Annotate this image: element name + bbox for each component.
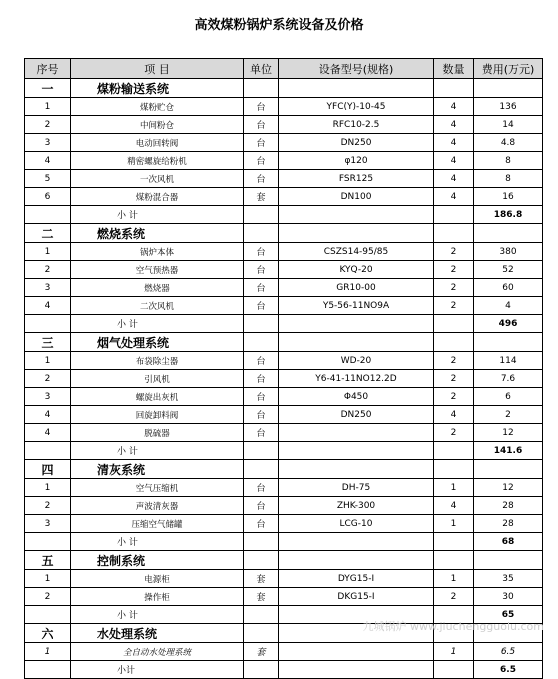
cost: 8 — [474, 170, 543, 188]
empty-cell — [244, 606, 279, 624]
row-number: 1 — [25, 98, 71, 116]
quantity: 2 — [434, 424, 474, 442]
quantity: 4 — [434, 134, 474, 152]
empty-cell — [279, 79, 434, 98]
subtotal-label: 小 计 — [71, 533, 244, 551]
item-name: 螺旋出灰机 — [71, 388, 244, 406]
empty-cell — [25, 606, 71, 624]
table-row — [25, 479, 543, 497]
unit: 台 — [244, 261, 279, 279]
model-spec: ZHK-300 — [279, 497, 434, 515]
unit: 套 — [244, 188, 279, 206]
subtotal-value: 65 — [474, 606, 543, 624]
empty-cell — [434, 79, 474, 98]
empty-cell — [474, 460, 543, 479]
quantity: 2 — [434, 243, 474, 261]
subtotal-row — [25, 206, 543, 224]
cost: 6.5 — [474, 643, 543, 661]
cost: 14 — [474, 116, 543, 134]
table-row — [25, 261, 543, 279]
section-name: 烟气处理系统 — [71, 333, 244, 352]
cost: 35 — [474, 570, 543, 588]
model-spec: LCG-10 — [279, 515, 434, 533]
item-name: 引风机 — [71, 370, 244, 388]
model-spec: DKG15-I — [279, 588, 434, 606]
quantity: 4 — [434, 406, 474, 424]
unit: 台 — [244, 352, 279, 370]
empty-cell — [244, 79, 279, 98]
empty-cell — [244, 333, 279, 352]
unit: 台 — [244, 388, 279, 406]
model-spec: CSZS14-95/85 — [279, 243, 434, 261]
subtotal-label: 小 计 — [71, 606, 244, 624]
empty-cell — [279, 315, 434, 333]
table-row — [25, 98, 543, 116]
section-name: 燃烧系统 — [71, 224, 244, 243]
item-name: 回旋卸料阀 — [71, 406, 244, 424]
model-spec: Φ450 — [279, 388, 434, 406]
row-number: 1 — [25, 243, 71, 261]
cost: 8 — [474, 152, 543, 170]
row-number: 1 — [25, 570, 71, 588]
row-number: 3 — [25, 279, 71, 297]
table-row — [25, 170, 543, 188]
empty-cell — [434, 551, 474, 570]
row-number: 2 — [25, 497, 71, 515]
empty-cell — [25, 315, 71, 333]
unit: 台 — [244, 370, 279, 388]
unit: 台 — [244, 297, 279, 315]
table-row — [25, 424, 543, 442]
section-name: 煤粉输送系统 — [71, 79, 244, 98]
header-model: 设备型号(规格) — [279, 59, 434, 79]
section-header-row — [25, 224, 543, 243]
item-name: 空气预热器 — [71, 261, 244, 279]
subtotal-row — [25, 533, 543, 551]
empty-cell — [434, 442, 474, 460]
unit: 台 — [244, 479, 279, 497]
empty-cell — [25, 442, 71, 460]
empty-cell — [244, 206, 279, 224]
cost: 6 — [474, 388, 543, 406]
row-number: 4 — [25, 297, 71, 315]
unit: 台 — [244, 134, 279, 152]
quantity: 4 — [434, 152, 474, 170]
empty-cell — [474, 551, 543, 570]
cost: 28 — [474, 497, 543, 515]
item-name: 二次风机 — [71, 297, 244, 315]
cost: 12 — [474, 479, 543, 497]
empty-cell — [279, 661, 434, 679]
item-name: 煤粉混合器 — [71, 188, 244, 206]
empty-cell — [244, 624, 279, 643]
table-row — [25, 406, 543, 424]
model-spec — [279, 643, 434, 661]
section-header-row — [25, 79, 543, 98]
empty-cell — [434, 224, 474, 243]
empty-cell — [434, 333, 474, 352]
quantity: 4 — [434, 98, 474, 116]
item-name: 锅炉本体 — [71, 243, 244, 261]
empty-cell — [244, 315, 279, 333]
quantity: 1 — [434, 515, 474, 533]
item-name: 精密螺旋给粉机 — [71, 152, 244, 170]
unit: 台 — [244, 406, 279, 424]
empty-cell — [244, 442, 279, 460]
model-spec: DYG15-I — [279, 570, 434, 588]
table-row — [25, 279, 543, 297]
empty-cell — [279, 224, 434, 243]
subtotal-value: 68 — [474, 533, 543, 551]
table-row — [25, 134, 543, 152]
cost: 28 — [474, 515, 543, 533]
section-index: 三 — [25, 333, 71, 352]
unit: 台 — [244, 152, 279, 170]
subtotal-value: 141.6 — [474, 442, 543, 460]
quantity: 1 — [434, 479, 474, 497]
header-index: 序号 — [25, 59, 71, 79]
subtotal-value: 186.8 — [474, 206, 543, 224]
item-name: 电源柜 — [71, 570, 244, 588]
subtotal-row — [25, 315, 543, 333]
empty-cell — [279, 533, 434, 551]
model-spec: WD-20 — [279, 352, 434, 370]
table-row — [25, 352, 543, 370]
row-number: 1 — [25, 643, 71, 661]
empty-cell — [279, 206, 434, 224]
table-body — [25, 79, 543, 679]
cost: 30 — [474, 588, 543, 606]
cost: 16 — [474, 188, 543, 206]
unit: 套 — [244, 643, 279, 661]
row-number: 4 — [25, 424, 71, 442]
cost: 52 — [474, 261, 543, 279]
row-number: 2 — [25, 261, 71, 279]
table-row — [25, 388, 543, 406]
model-spec: Y5-56-11NO9A — [279, 297, 434, 315]
cost: 136 — [474, 98, 543, 116]
table-row — [25, 243, 543, 261]
unit: 套 — [244, 570, 279, 588]
subtotal-value: 6.5 — [474, 661, 543, 679]
empty-cell — [474, 333, 543, 352]
section-name: 清灰系统 — [71, 460, 244, 479]
empty-cell — [279, 551, 434, 570]
row-number: 2 — [25, 588, 71, 606]
section-index: 一 — [25, 79, 71, 98]
section-index: 四 — [25, 460, 71, 479]
item-name: 煤粉贮仓 — [71, 98, 244, 116]
section-name: 水处理系统 — [71, 624, 244, 643]
subtotal-label: 小 计 — [71, 442, 244, 460]
model-spec: DN100 — [279, 188, 434, 206]
unit: 台 — [244, 116, 279, 134]
unit: 台 — [244, 279, 279, 297]
model-spec: FSR125 — [279, 170, 434, 188]
table-row — [25, 497, 543, 515]
empty-cell — [244, 224, 279, 243]
unit: 套 — [244, 588, 279, 606]
unit: 台 — [244, 497, 279, 515]
empty-cell — [434, 315, 474, 333]
cost: 114 — [474, 352, 543, 370]
cost: 4 — [474, 297, 543, 315]
empty-cell — [474, 224, 543, 243]
empty-cell — [244, 460, 279, 479]
model-spec — [279, 424, 434, 442]
empty-cell — [25, 533, 71, 551]
item-name: 脱硫器 — [71, 424, 244, 442]
quantity: 1 — [434, 643, 474, 661]
item-name: 全自动水处理系统 — [71, 643, 244, 661]
empty-cell — [279, 442, 434, 460]
row-number: 1 — [25, 479, 71, 497]
row-number: 6 — [25, 188, 71, 206]
section-header-row — [25, 551, 543, 570]
item-name: 压缩空气储罐 — [71, 515, 244, 533]
row-number: 2 — [25, 116, 71, 134]
cost: 2 — [474, 406, 543, 424]
equipment-price-table — [24, 58, 543, 679]
section-name: 控制系统 — [71, 551, 244, 570]
item-name: 一次风机 — [71, 170, 244, 188]
quantity: 2 — [434, 352, 474, 370]
item-name: 电动回转阀 — [71, 134, 244, 152]
quantity: 4 — [434, 116, 474, 134]
header-row — [25, 59, 543, 79]
unit: 台 — [244, 515, 279, 533]
cost: 7.6 — [474, 370, 543, 388]
empty-cell — [244, 533, 279, 551]
table-row — [25, 588, 543, 606]
model-spec: RFC10-2.5 — [279, 116, 434, 134]
section-header-row — [25, 333, 543, 352]
row-number: 2 — [25, 370, 71, 388]
empty-cell — [434, 661, 474, 679]
quantity: 2 — [434, 370, 474, 388]
table-row — [25, 643, 543, 661]
quantity: 4 — [434, 188, 474, 206]
header-unit: 单位 — [244, 59, 279, 79]
cost: 4.8 — [474, 134, 543, 152]
model-spec: φ120 — [279, 152, 434, 170]
table-row — [25, 152, 543, 170]
empty-cell — [25, 206, 71, 224]
quantity: 1 — [434, 570, 474, 588]
cost: 60 — [474, 279, 543, 297]
model-spec: DN250 — [279, 134, 434, 152]
unit: 台 — [244, 170, 279, 188]
empty-cell — [434, 533, 474, 551]
subtotal-label: 小 计 — [71, 315, 244, 333]
row-number: 3 — [25, 515, 71, 533]
quantity: 2 — [434, 388, 474, 406]
table-row — [25, 297, 543, 315]
empty-cell — [25, 661, 71, 679]
model-spec: DH-75 — [279, 479, 434, 497]
cost: 12 — [474, 424, 543, 442]
quantity: 2 — [434, 261, 474, 279]
row-number: 1 — [25, 352, 71, 370]
item-name: 空气压缩机 — [71, 479, 244, 497]
empty-cell — [474, 79, 543, 98]
empty-cell — [244, 551, 279, 570]
section-index: 五 — [25, 551, 71, 570]
unit: 台 — [244, 424, 279, 442]
table-row — [25, 188, 543, 206]
row-number: 3 — [25, 134, 71, 152]
cost: 380 — [474, 243, 543, 261]
section-index: 二 — [25, 224, 71, 243]
row-number: 3 — [25, 388, 71, 406]
model-spec: Y6-41-11NO12.2D — [279, 370, 434, 388]
watermark: 九城锅炉 www.jiuchengguolu.com — [362, 620, 544, 633]
item-name: 布袋除尘器 — [71, 352, 244, 370]
subtotal-label: 小 计 — [71, 206, 244, 224]
quantity: 2 — [434, 297, 474, 315]
table-row — [25, 570, 543, 588]
row-number: 4 — [25, 152, 71, 170]
empty-cell — [434, 206, 474, 224]
unit: 台 — [244, 98, 279, 116]
unit: 台 — [244, 243, 279, 261]
table-row — [25, 515, 543, 533]
item-name: 燃烧器 — [71, 279, 244, 297]
empty-cell — [434, 460, 474, 479]
subtotal-row — [25, 442, 543, 460]
section-header-row — [25, 460, 543, 479]
model-spec: DN250 — [279, 406, 434, 424]
document-title: 高效煤粉锅炉系统设备及价格 — [194, 18, 364, 33]
table-row — [25, 370, 543, 388]
quantity: 2 — [434, 588, 474, 606]
table-row — [25, 116, 543, 134]
model-spec: GR10-00 — [279, 279, 434, 297]
quantity: 4 — [434, 497, 474, 515]
empty-cell — [279, 333, 434, 352]
model-spec: KYQ-20 — [279, 261, 434, 279]
section-index: 六 — [25, 624, 71, 643]
item-name: 中间粉仓 — [71, 116, 244, 134]
quantity: 2 — [434, 279, 474, 297]
row-number: 4 — [25, 406, 71, 424]
header-item: 项 目 — [71, 59, 244, 79]
empty-cell — [244, 661, 279, 679]
subtotal-label: 小计 — [71, 661, 244, 679]
empty-cell — [279, 460, 434, 479]
row-number: 5 — [25, 170, 71, 188]
item-name: 操作柜 — [71, 588, 244, 606]
header-quantity: 数量 — [434, 59, 474, 79]
quantity: 4 — [434, 170, 474, 188]
model-spec: YFC(Y)-10-45 — [279, 98, 434, 116]
item-name: 声波清灰器 — [71, 497, 244, 515]
subtotal-row — [25, 661, 543, 679]
header-cost: 费用(万元) — [474, 59, 543, 79]
subtotal-value: 496 — [474, 315, 543, 333]
